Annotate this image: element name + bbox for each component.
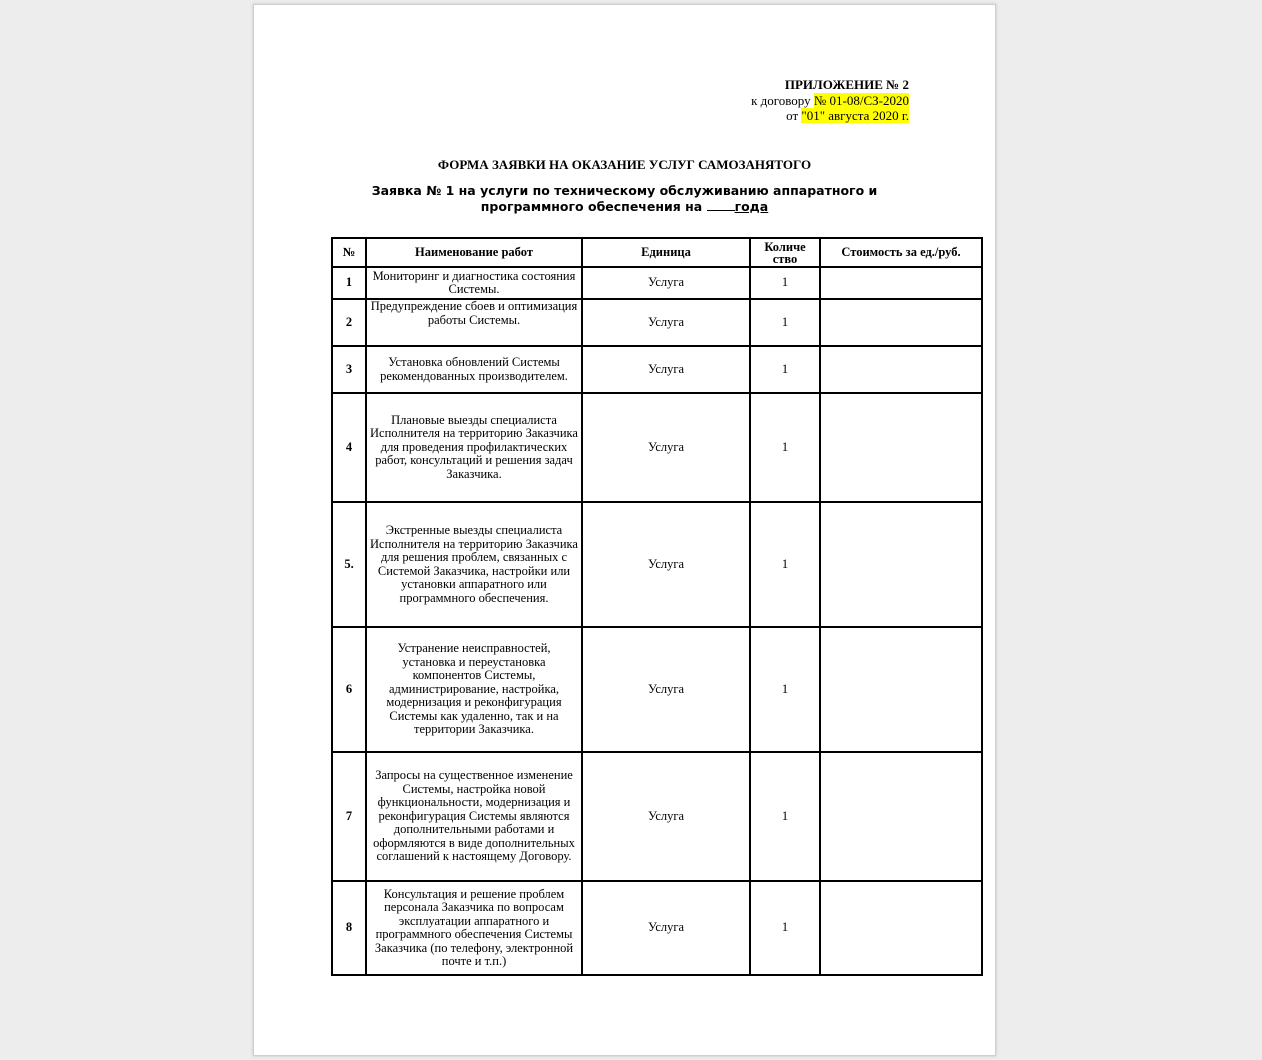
table-row	[332, 752, 982, 881]
row-num: 2	[332, 299, 366, 346]
table-row	[332, 502, 982, 627]
date-prefix: от	[786, 108, 802, 123]
row-unit: Услуга	[582, 627, 750, 752]
request-title-line1: Заявка № 1 на услуги по техническому обслуживанию аппаратного и	[371, 183, 878, 198]
row-unit: Услуга	[582, 881, 750, 975]
table-row	[332, 346, 982, 393]
request-title	[254, 183, 995, 215]
header-cost: Стоимость за ед./руб.	[820, 238, 982, 267]
form-title: ФОРМА ЗАЯВКИ НА ОКАЗАНИЕ УСЛУГ САМОЗАНЯТОГО	[437, 157, 812, 172]
row-num: 4	[332, 393, 366, 502]
table-row	[332, 299, 982, 346]
row-num: 7	[332, 752, 366, 881]
row-unit: Услуга	[582, 752, 750, 881]
row-num: 1	[332, 267, 366, 299]
row-unit: Услуга	[582, 267, 750, 299]
row-qty: 1	[750, 627, 820, 752]
year-blank	[707, 199, 735, 211]
header-num: №	[332, 238, 366, 267]
row-qty: 1	[750, 267, 820, 299]
header-qty	[750, 238, 820, 267]
row-cost	[820, 393, 982, 502]
table-header-row	[332, 238, 982, 267]
contract-reference	[751, 93, 909, 109]
header-unit: Единица	[582, 238, 750, 267]
row-num: 6	[332, 627, 366, 752]
row-name: Консультация и решение проблем персонала Заказчика по вопросам эксплуатации аппаратного и программного обеспечения Системы Заказчика (по телефону, электронной почте и т.п.)	[366, 881, 582, 975]
services-table	[331, 237, 983, 976]
contract-number: № 01-08/СЗ-2020	[813, 92, 909, 108]
request-title-line2-prefix: программного обеспечения на	[480, 199, 703, 214]
row-name: Предупреждение сбоев и оптимизация работы Системы.	[366, 299, 582, 346]
appendix-title: ПРИЛОЖЕНИЕ № 2	[784, 77, 909, 92]
contract-prefix: к договору	[751, 92, 814, 108]
row-cost	[820, 881, 982, 975]
row-name: Мониторинг и диагностика состояния Системы.	[366, 267, 582, 299]
row-qty: 1	[750, 502, 820, 627]
row-qty: 1	[750, 752, 820, 881]
row-cost	[820, 267, 982, 299]
appendix-header	[751, 77, 909, 124]
row-cost	[820, 502, 982, 627]
row-name: Плановые выезды специалиста Исполнителя на территорию Заказчика для проведения профилактических работ, консультаций и решения задач Заказчика.	[366, 393, 582, 502]
row-name: Устранение неисправностей, установка и переустановка компонентов Системы, администрирование, настройка, модернизация и реконфигурация Системы как удаленно, так и на территории Заказчика.	[366, 627, 582, 752]
row-num: 8	[332, 881, 366, 975]
document-page	[253, 4, 996, 1056]
row-qty: 1	[750, 881, 820, 975]
table-row	[332, 627, 982, 752]
row-cost	[820, 752, 982, 881]
row-num: 5.	[332, 502, 366, 627]
row-unit: Услуга	[582, 393, 750, 502]
row-unit: Услуга	[582, 299, 750, 346]
contract-date: "01" августа 2020 г.	[801, 108, 909, 123]
header-qty-line1: Количе	[764, 239, 806, 254]
row-name: Экстренные выезды специалиста Исполнителя на территорию Заказчика для решения проблем, связанных с Системой Заказчика, настройки или установки аппаратного или программного обеспечения.	[366, 502, 582, 627]
header-name: Наименование работ	[366, 238, 582, 267]
table-row	[332, 881, 982, 975]
row-name: Установка обновлений Системы рекомендованных производителем.	[366, 346, 582, 393]
contract-date-line	[751, 108, 909, 124]
table-row	[332, 267, 982, 299]
row-unit: Услуга	[582, 346, 750, 393]
row-num: 3	[332, 346, 366, 393]
row-qty: 1	[750, 299, 820, 346]
header-qty-line2: ство	[772, 251, 798, 266]
table-row	[332, 393, 982, 502]
row-cost	[820, 346, 982, 393]
row-qty: 1	[750, 346, 820, 393]
request-title-line2	[254, 199, 995, 215]
year-word: года	[734, 199, 769, 214]
row-cost	[820, 299, 982, 346]
row-cost	[820, 627, 982, 752]
row-name: Запросы на существенное изменение Системы, настройка новой функциональности, модернизация и реконфигурация Системы являются дополнительными работами и оформляются в виде дополнительных соглашений к настоящему Договору.	[366, 752, 582, 881]
row-qty: 1	[750, 393, 820, 502]
row-unit: Услуга	[582, 502, 750, 627]
